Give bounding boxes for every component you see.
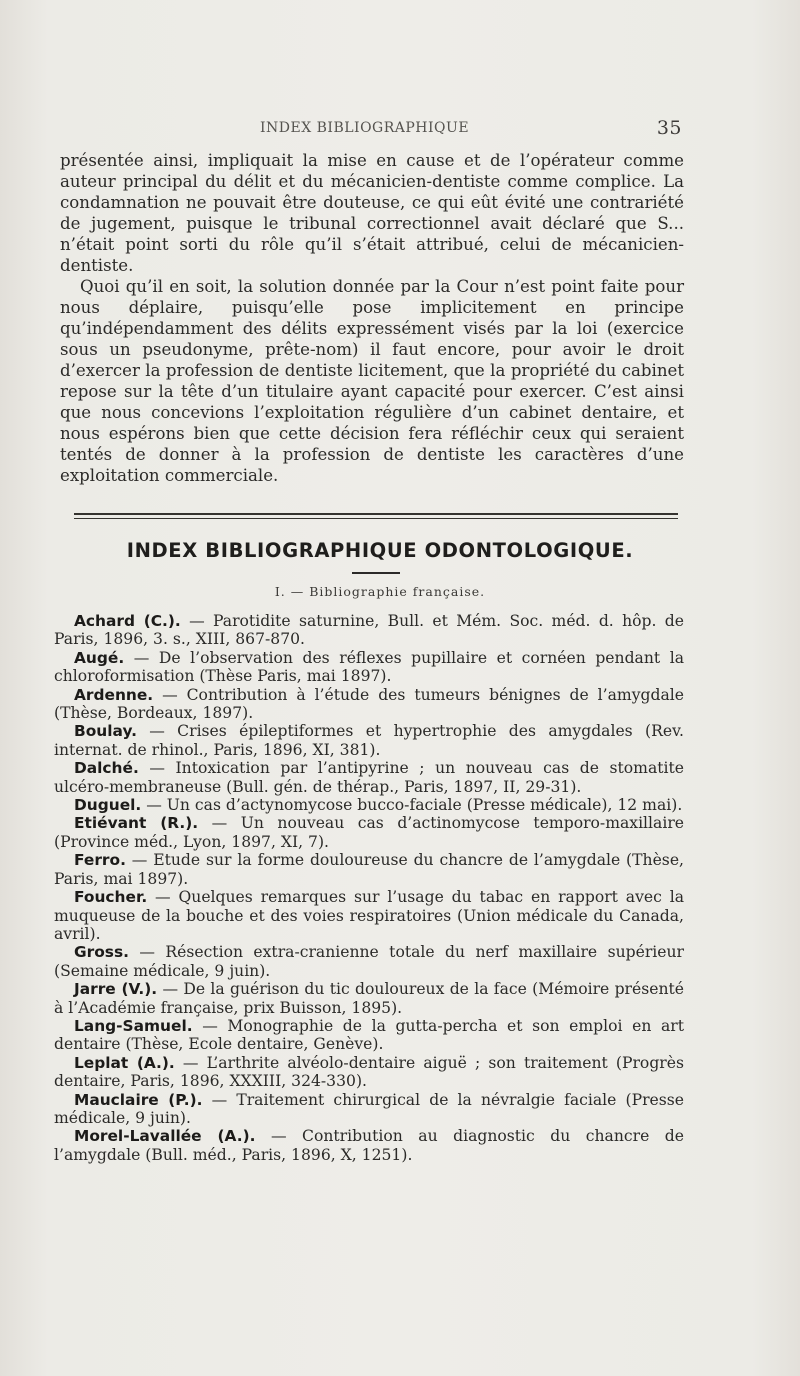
- entry-author: Ardenne.: [74, 685, 154, 704]
- section-divider-thin: [74, 518, 678, 519]
- entry-author: Dalché.: [74, 759, 139, 778]
- entry-author: Morel-Lavallée (A.).: [74, 1127, 256, 1146]
- bibliography-entry: [54, 686, 684, 723]
- entry-author: Augé.: [74, 648, 125, 667]
- bibliography-entry: [54, 759, 684, 796]
- entry-text: — L’arthrite alvéolo-dentaire aiguë ; son traitement (Progrès dentaire, Paris, 1896, XXXIII, 324-330).: [54, 1053, 684, 1091]
- entry-author: Achard (C.).: [74, 612, 181, 630]
- entry-text: — Contribution au diagnostic du chancre de l’amygdale (Bull. méd., Paris, 1896, X, 1251).: [54, 1127, 684, 1164]
- bibliography-entry: [54, 814, 684, 851]
- bibliography-entry: [54, 1054, 684, 1091]
- bibliography-entry: [54, 980, 684, 1017]
- bibliography-entry: [54, 612, 684, 649]
- entry-author: Leplat (A.).: [74, 1053, 175, 1072]
- running-title: INDEX BIBLIOGRAPHIQUE: [260, 120, 470, 136]
- paragraph: Quoi qu’il en soit, la solution donnée par la Cour n’est point faite pour nous déplaire, puisqu’elle pose implicitement en principe qu’indépendamment des délits expressément visés par la loi (exercice sous un pseudonyme, prête-nom) il faut encore, pour avoir le droit d’exercer la profession de dentiste licitement, que la propriété du cabinet repose sur la tête d’un titulaire ayant capacité pour exercer. C’est ainsi que nous concevions l’exploitation régulière d’un cabinet dentaire, et nous espérons bien que cette décision fera réfléchir ceux qui seraient tentés de donner à la profession de dentiste les caractères d’une exploitation commerciale.: [60, 277, 684, 485]
- subsection-title: I. — Bibliographie française.: [274, 584, 486, 599]
- title-underline: [352, 572, 400, 574]
- entry-author: Etiévant (R.).: [74, 814, 199, 833]
- bibliography-entry: [54, 1091, 684, 1128]
- section-divider: [74, 513, 678, 515]
- bibliography-entry: [54, 888, 684, 943]
- entry-author: Gross.: [74, 943, 129, 962]
- entry-text: — Un nouveau cas d’actinomycose temporo-maxillaire (Province méd., Lyon, 1897, XI, 7).: [54, 814, 684, 851]
- entry-author: Lang-Samuel.: [74, 1016, 193, 1035]
- entry-author: Ferro.: [74, 851, 126, 870]
- entry-author: Jarre (V.).: [74, 980, 158, 999]
- entry-text: — Crises épileptiformes et hypertrophie des amygdales (Rev. internat. de rhinol., Paris, 1896, XI, 381).: [54, 722, 684, 759]
- bibliography-entry: [54, 851, 684, 888]
- entry-author: Duguel.: [74, 796, 142, 815]
- entry-author: Boulay.: [74, 722, 137, 741]
- section-title: INDEX BIBLIOGRAPHIQUE ODONTOLOGIQUE.: [126, 539, 634, 562]
- bibliography-entry: [54, 1017, 684, 1054]
- bibliography-entry: [54, 796, 684, 814]
- bibliography-entry: [54, 649, 684, 686]
- entry-text: — Etude sur la forme douloureuse du chancre de l’amygdale (Thèse, Paris, mai 1897).: [54, 851, 684, 888]
- bibliography-entry: [54, 722, 684, 759]
- body-text: [60, 150, 684, 486]
- entry-author: Mauclaire (P.).: [74, 1090, 203, 1109]
- entry-text: — Monographie de la gutta-percha et son emploi en art dentaire (Thèse, Ecole dentaire, Genève).: [54, 1016, 684, 1054]
- entry-author: Foucher.: [74, 888, 148, 907]
- bibliography-entry: [54, 943, 684, 980]
- entry-text: — Contribution à l’étude des tumeurs bénignes de l’amygdale (Thèse, Bordeaux, 1897).: [54, 685, 684, 723]
- entry-text: — Intoxication par l’antipyrine ; un nouveau cas de stomatite ulcéro-membraneuse (Bull. gén. de thérap., Paris, 1897, II, 29-31).: [54, 759, 684, 796]
- entry-text: — Traitement chirurgical de la névralgie faciale (Presse médicale, 9 juin).: [54, 1090, 684, 1127]
- paragraph: présentée ainsi, impliquait la mise en cause et de l’opérateur comme auteur principal du délit et du mécanicien-dentiste comme complice. La condamnation ne pouvait être douteuse, ce qui eût évité une contrariété de jugement, puisque le tribunal correctionnel avait déclaré que S... n’était point sorti du rôle qu’il s’était attribué, celui de mécanicien-dentiste.: [60, 151, 684, 275]
- entry-text: — De l’observation des réflexes pupillaire et cornéen pendant la chloroformisation (Thèse Paris, mai 1897).: [54, 648, 684, 686]
- entry-text: — Quelques remarques sur l’usage du tabac en rapport avec la muqueuse de la bouche et des voies respiratoires (Union médicale du Canada, avril).: [54, 888, 684, 943]
- entry-text: — De la guérison du tic douloureux de la face (Mémoire présenté à l’Académie française, prix Buisson, 1895).: [54, 980, 685, 1017]
- entry-text: — Parotidite saturnine, Bull. et Mém. Soc. méd. d. hôp. de Paris, 1896, 3. s., XIII, 867-870.: [54, 612, 684, 649]
- entry-text: — Résection extra-cranienne totale du nerf maxillaire supérieur (Semaine médicale, 9 juin).: [54, 943, 684, 980]
- bibliography-list: [54, 612, 684, 1164]
- page-number: 35: [656, 117, 682, 139]
- entry-text: — Un cas d’actynomycose bucco-faciale (Presse médicale), 12 mai).: [141, 796, 683, 815]
- bibliography-entry: [54, 1127, 684, 1164]
